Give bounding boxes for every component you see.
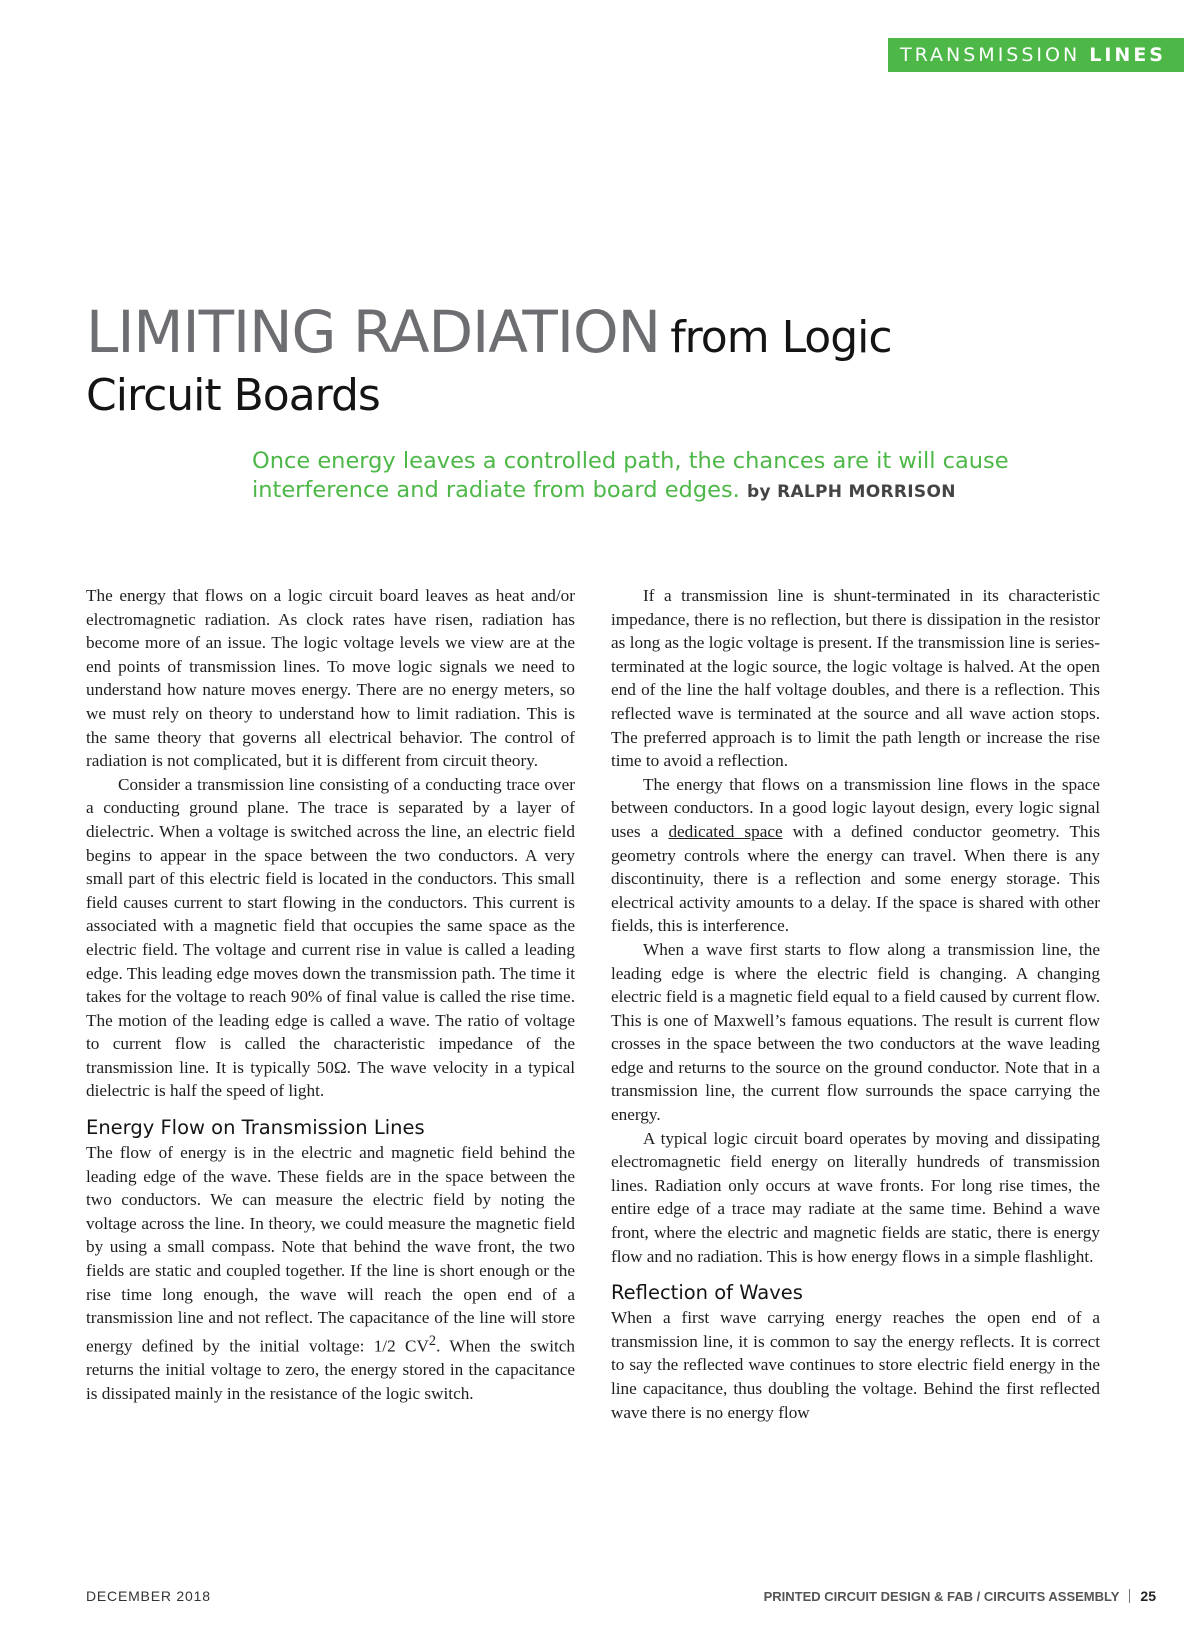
deck-text: Once energy leaves a controlled path, the chances are it will cause interference and radiate from board edges.: [252, 448, 1009, 503]
title-part-1: LIMITING RADIATION: [86, 298, 661, 366]
title-part-3: Circuit Boards: [86, 370, 380, 421]
footer-date: DECEMBER 2018: [86, 1588, 211, 1604]
title-part-2: from Logic: [670, 312, 892, 363]
section-tag-bold: LINES: [1089, 44, 1166, 66]
publication-name: PRINTED CIRCUIT DESIGN & FAB / CIRCUITS ASSEMBLY: [763, 1589, 1120, 1604]
left-column: [86, 584, 575, 1405]
section-tag-light: TRANSMISSION: [900, 44, 1081, 66]
byline: by RALPH MORRISON: [747, 482, 956, 502]
paragraph-text: The energy that flows on a transmission line flows in the space between conductors. In a good logic layout design, every logic signal uses a: [611, 774, 1100, 841]
paragraph: The energy that flows on a logic circuit board leaves as heat and/or electromagnetic radiation. As clock rates have risen, radiation has become more of an issue. The logic voltage levels we view are at the end points of transmission lines. To move logic signals we need to understand how nature moves energy. There are no energy meters, so we must rely on theory to understand how to limit radiation. This is the same theory that governs all electrical behavior. The control of radiation is not complicated, but it is different from circuit theory.: [86, 586, 575, 771]
paragraph: [86, 1141, 575, 1405]
paragraph: When a wave first starts to flow along a transmission line, the leading edge is where the electric field is changing. A changing electric field is a magnetic field equal to a field caused by current flow. This is one of Maxwell’s famous equations. The result is current flow crosses in the space between the two conductors at the wave leading edge and returns to the source on the ground conductor. Note that in a transmission line, the current flow surrounds the space carrying the energy.: [611, 939, 1100, 1125]
paragraph-text: with a defined conductor geometry. This geometry controls where the energy can travel. When there is any discontinuity, there is a reflection and some energy storage. This electrical activity amounts to a delay. If the space is shared with other fields, this is interference.: [611, 821, 1101, 936]
paragraph: Consider a transmission line consisting of a conducting trace over a conducting ground plane. The trace is separated by a layer of dielectric. When a voltage is switched across the line, an electric field begins to appear in the space between the two conductors. A very small part of this electric field is located in the conductors. This small field causes current to start flowing in the conductors. This current is associated with a magnetic field that occupies the same space as the electric field. The voltage and current rise in value is called a leading edge. This leading edge moves down the transmission path. The time it takes for the voltage to reach 90% of final value is called the rise time. The motion of the leading edge is called a wave. The ratio of voltage to current flow is called the characteristic impedance of the transmission line. It is typically 50Ω. The wave velocity in a typical dielectric is half the speed of light.: [86, 774, 575, 1101]
paragraph: If a transmission line is shunt-terminated in its characteristic impedance, there is no reflection, but there is dissipation in the resistor as long as the logic voltage is present. If the transmission line is series-terminated at the logic source, the logic voltage is halved. At the open end of the line the half voltage doubles, and there is a reflection. This reflected wave is terminated at the source and all wave action stops. The preferred approach is to limit the path length or increase the rise time to avoid a reflection.: [611, 586, 1100, 771]
section-heading: Reflection of Waves: [611, 1281, 803, 1305]
paragraph-text: The flow of energy is in the electric and magnetic field behind the leading edge of the wave. These fields are in the space between the two conductors. We can measure the electric field by noting the voltage across the line. In theory, we could measure the magnetic field by using a small compass. Note that behind the wave front, the two fields are static and coupled together. If the line is short enough or the rise time long enough, the wave will reach the open end of a transmission line and not reflect. The capacitance of the line will store energy defined by the initial voltage: 1/2 CV: [86, 1143, 575, 1356]
article-deck: [252, 447, 1032, 507]
paragraph: [611, 773, 1100, 938]
page-number: 25: [1140, 1588, 1156, 1604]
section-tag: [888, 38, 1184, 72]
paragraph-text: . When the switch returns the initial voltage to zero, the energy stored in the capacitance is dissipated mainly in the resistance of the logic switch.: [86, 1336, 575, 1403]
footer-divider: [1129, 1589, 1130, 1603]
section-heading: Energy Flow on Transmission Lines: [86, 1116, 425, 1140]
right-column: [611, 584, 1100, 1424]
paragraph: A typical logic circuit board operates by moving and dissipating electromagnetic field energy on literally hundreds of transmission lines. Radiation only occurs at wave fronts. For long rise times, the entire edge of a trace may radiate at the same time. Behind a wave front, where the electric and magnetic fields are static, there is energy flow and no radiation. This is how energy flows in a simple flashlight.: [611, 1128, 1100, 1266]
paragraph: When a first wave carrying energy reaches the open end of a transmission line, it is common to say the energy reflects. It is correct to say the reflected wave continues to store electric field energy in the line capacitance, thus doubling the voltage. Behind the first reflected wave there is no energy flow: [611, 1308, 1100, 1422]
superscript: 2: [428, 1332, 437, 1349]
footer-publication: [764, 1588, 1156, 1604]
underlined-term: dedicated space: [668, 821, 783, 841]
article-title: [86, 298, 1136, 421]
